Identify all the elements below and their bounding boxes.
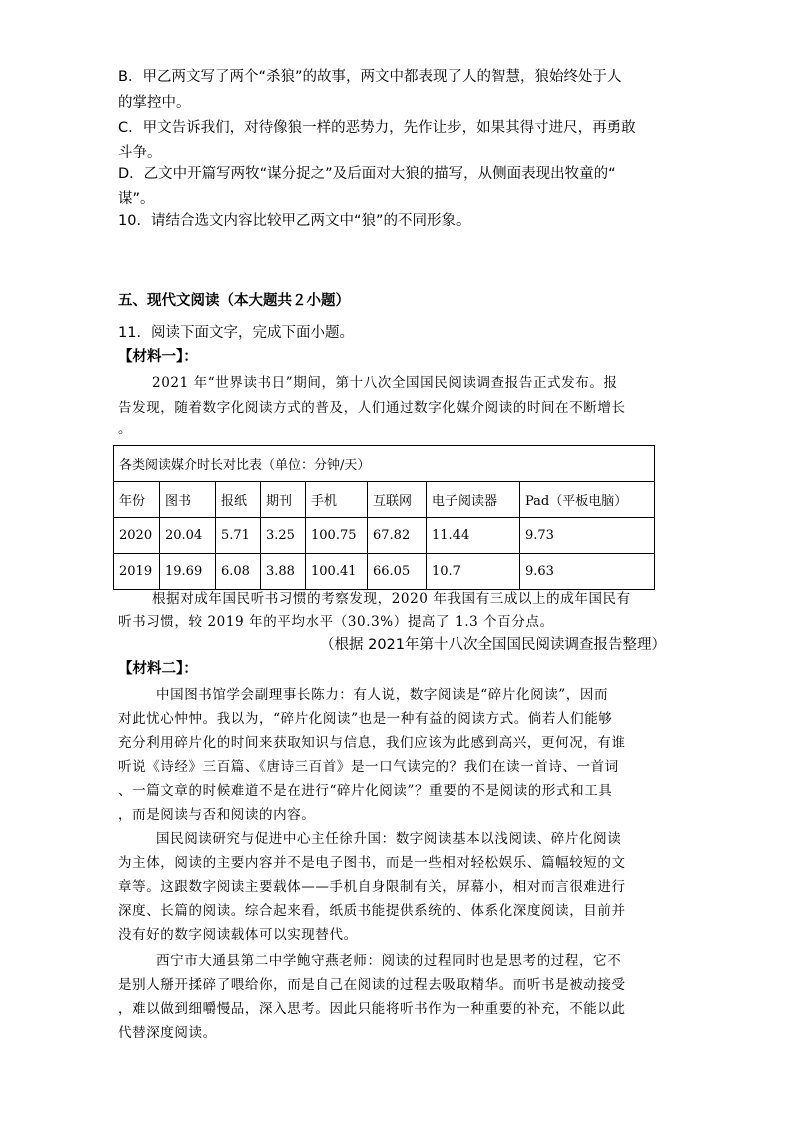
material2-p1-line: 听说《诗经》三百篇、《唐诗三百首》是一口气读完的？我们在读一首诗、一首词 bbox=[118, 759, 619, 775]
table-header: 报纸 bbox=[216, 482, 261, 518]
material2-p3-line: 西宁市大通县第二中学鲍守燕老师：阅读的过程同时也是思考的过程，它不 bbox=[156, 953, 622, 969]
table-cell: 2019 bbox=[114, 554, 160, 590]
material2-p2-line: 没有好的数字阅读载体可以实现替代。 bbox=[118, 927, 358, 943]
table-cell: 66.05 bbox=[368, 554, 427, 590]
material2-p3-line: ，难以做到细嚼慢品，深入思考。因此只能将听书作为一种重要的补充，不能以此 bbox=[118, 1001, 626, 1017]
table-header: Pad（平板电脑） bbox=[520, 482, 655, 518]
table-cell: 9.73 bbox=[520, 518, 655, 554]
table-cell: 6.08 bbox=[216, 554, 261, 590]
table-header: 电子阅读器 bbox=[427, 482, 520, 518]
table-caption-row bbox=[114, 446, 655, 482]
material2-p2-line: 章等。这跟数字阅读主要载体——手机自身限制有关，屏幕小，相对而言很难进行 bbox=[118, 879, 626, 895]
material1-after-line1: 根据对成年国民听书习惯的考察发现，2020 年我国有三成以上的成年国民有 bbox=[152, 591, 631, 607]
material1-label: 【材料一】： bbox=[118, 349, 198, 365]
table-header: 年份 bbox=[114, 482, 160, 518]
table-row bbox=[114, 554, 655, 590]
table-cell: 67.82 bbox=[368, 518, 427, 554]
material2-p2-line: 深度、长篇的阅读。综合起来看，纸质书能提供系统的、体系化深度阅读，目前并 bbox=[118, 903, 626, 919]
material2-p1-line: ，而是阅读与否和阅读的内容。 bbox=[118, 807, 316, 823]
option-d-line2: 谋”。 bbox=[118, 191, 155, 207]
table-caption: 各类阅读媒介时长对比表（单位：分钟/天） bbox=[114, 446, 655, 482]
table-cell: 100.75 bbox=[306, 518, 368, 554]
option-c-line2: 斗争。 bbox=[118, 145, 162, 161]
option-c-line1: C．甲文告诉我们，对待像狼一样的恶势力，先作让步，如果其得寸进尺，再勇敢 bbox=[118, 120, 636, 136]
reading-media-table bbox=[113, 445, 655, 590]
table-cell: 9.63 bbox=[520, 554, 655, 590]
table-cell: 2020 bbox=[114, 518, 160, 554]
table-cell: 3.25 bbox=[261, 518, 306, 554]
material2-p2-line: 为主体，阅读的主要内容并不是电子图书，而是一些相对轻松娱乐、篇幅较短的文 bbox=[118, 855, 626, 871]
table-cell: 5.71 bbox=[216, 518, 261, 554]
question-10: 10．请结合选文内容比较甲乙两文中“狼”的不同形象。 bbox=[118, 213, 471, 229]
material2-label: 【材料二】： bbox=[118, 661, 198, 677]
table-cell: 10.7 bbox=[427, 554, 520, 590]
table-cell: 19.69 bbox=[160, 554, 216, 590]
option-d-line1: D．乙文中开篇写两牧“谋分捉之”及后面对大狼的描写，从侧面表现出牧童的“ bbox=[118, 166, 616, 182]
option-b-line1: B．甲乙两文写了两个“杀狼”的故事，两文中都表现了人的智慧，狼始终处于人 bbox=[118, 69, 622, 85]
material1-para-line1: 2021 年“世界读书日”期间，第十八次全国国民阅读调查报告正式发布。报 bbox=[152, 375, 618, 391]
table-header: 互联网 bbox=[368, 482, 427, 518]
table-cell: 3.88 bbox=[261, 554, 306, 590]
material2-p1-line: 对此忧心忡忡。我以为，“碎片化阅读”也是一种有益的阅读方式。倘若人们能够 bbox=[118, 711, 613, 727]
option-b-line2: 的掌控中。 bbox=[118, 95, 191, 111]
table-header: 手机 bbox=[306, 482, 368, 518]
table-cell: 100.41 bbox=[306, 554, 368, 590]
material2-p1-line: 中国图书馆学会副理事长陈力：有人说，数字阅读是“碎片化阅读”，因而 bbox=[156, 687, 609, 703]
section-heading: 五、现代文阅读（本大题共２小题） bbox=[118, 293, 350, 309]
material2-p1-line: 充分利用碎片化的时间来获取知识与信息，我们应该为此感到高兴，更何况，有谁 bbox=[118, 735, 626, 751]
table-row bbox=[114, 518, 655, 554]
material2-p3-line: 是别人掰开揉碎了喂给你，而是自己在阅读的过程去吸取精华。而听书是被动接受 bbox=[118, 977, 626, 993]
material1-source: （根据 2021年第十八次全国国民阅读调查报告整理） bbox=[319, 637, 666, 653]
material2-p1-line: 、一篇文章的时候难道不是在进行“碎片化阅读”？重要的不是阅读的形式和工具 bbox=[118, 783, 613, 799]
table-header-row bbox=[114, 482, 655, 518]
table-header: 期刊 bbox=[261, 482, 306, 518]
table-header: 图书 bbox=[160, 482, 216, 518]
material2-p2-line: 国民阅读研究与促进中心主任徐升国：数字阅读基本以浅阅读、碎片化阅读 bbox=[156, 831, 622, 847]
table-cell: 20.04 bbox=[160, 518, 216, 554]
table-cell: 11.44 bbox=[427, 518, 520, 554]
question-11: 11．阅读下面文字，完成下面小题。 bbox=[118, 325, 354, 341]
material2-p3-line: 代替深度阅读。 bbox=[118, 1025, 217, 1041]
material1-para-line2: 告发现，随着数字化阅读方式的普及，人们通过数字化媒介阅读的时间在不断增长 bbox=[118, 400, 626, 416]
material1-para-line3: 。 bbox=[118, 421, 133, 437]
material1-after-line2: 听书习惯，较 2019 年的平均水平（30.3%）提高了 1.3 个百分点。 bbox=[118, 614, 554, 630]
